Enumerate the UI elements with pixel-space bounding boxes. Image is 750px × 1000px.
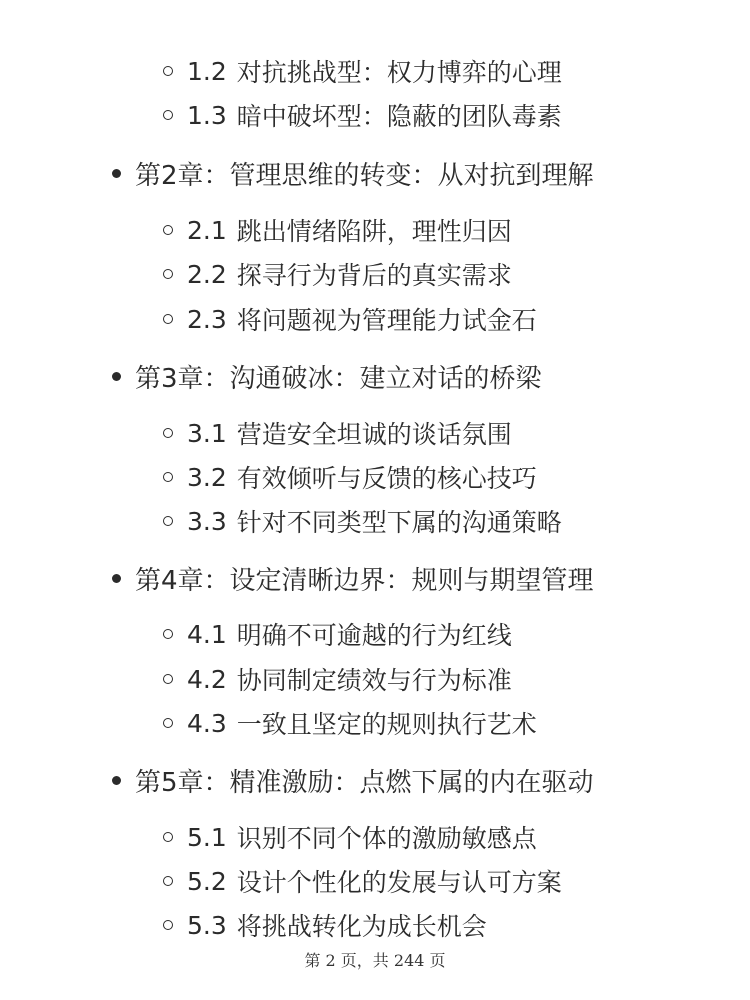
outline-item xyxy=(163,210,512,250)
section-number: 5.3 xyxy=(187,910,227,940)
circle-bullet-icon xyxy=(163,516,173,526)
chapter-title: 第5章：精准激励：点燃下属的内在驱动 xyxy=(135,767,594,798)
section-title: 设计个性化的发展与认可方案 xyxy=(236,868,562,897)
disc-bullet-icon xyxy=(112,169,121,178)
circle-bullet-icon xyxy=(163,718,173,728)
outline-item xyxy=(163,457,537,497)
outline-item xyxy=(163,703,537,743)
section-number: 3.1 xyxy=(187,418,227,448)
chapter-item xyxy=(112,153,594,193)
outline-item xyxy=(163,51,562,91)
circle-bullet-icon xyxy=(163,428,173,438)
section-title: 探寻行为背后的真实需求 xyxy=(236,261,512,290)
section-number: 2.2 xyxy=(187,259,227,289)
circle-bullet-icon xyxy=(163,225,173,235)
circle-bullet-icon xyxy=(163,920,173,930)
section-title: 将问题视为管理能力试金石 xyxy=(236,306,537,335)
circle-bullet-icon xyxy=(163,66,173,76)
circle-bullet-icon xyxy=(163,629,173,639)
page-number-footer: 第 2 页，共 244 页 xyxy=(304,951,446,970)
circle-bullet-icon xyxy=(163,269,173,279)
circle-bullet-icon xyxy=(163,472,173,482)
outline-item xyxy=(163,299,537,339)
disc-bullet-icon xyxy=(112,776,121,785)
section-title: 对抗挑战型：权力博弈的心理 xyxy=(236,58,562,87)
section-number: 2.3 xyxy=(187,304,227,334)
section-title: 识别不同个体的激励敏感点 xyxy=(236,824,537,853)
circle-bullet-icon xyxy=(163,876,173,886)
section-number: 1.2 xyxy=(187,56,227,86)
section-title: 一致且坚定的规则执行艺术 xyxy=(236,710,537,739)
disc-bullet-icon xyxy=(112,574,121,583)
chapter-title: 第3章：沟通破冰：建立对话的桥梁 xyxy=(135,363,542,394)
section-number: 3.2 xyxy=(187,462,227,492)
section-number: 2.1 xyxy=(187,215,227,245)
section-number: 4.2 xyxy=(187,664,227,694)
outline-item xyxy=(163,413,512,453)
outline-item xyxy=(163,659,512,699)
circle-bullet-icon xyxy=(163,110,173,120)
circle-bullet-icon xyxy=(163,314,173,324)
section-title: 营造安全坦诚的谈话氛围 xyxy=(236,420,512,449)
section-title: 明确不可逾越的行为红线 xyxy=(236,621,512,650)
circle-bullet-icon xyxy=(163,674,173,684)
chapter-item xyxy=(112,760,594,800)
outline-item xyxy=(163,95,562,135)
circle-bullet-icon xyxy=(163,832,173,842)
section-title: 协同制定绩效与行为标准 xyxy=(236,666,512,695)
outline-item xyxy=(163,254,512,294)
section-title: 跳出情绪陷阱，理性归因 xyxy=(236,217,512,246)
section-title: 针对不同类型下属的沟通策略 xyxy=(236,508,562,537)
chapter-item xyxy=(112,558,594,598)
section-number: 5.1 xyxy=(187,822,227,852)
outline-item xyxy=(163,817,537,857)
chapter-title: 第2章：管理思维的转变：从对抗到理解 xyxy=(135,160,594,191)
section-title: 将挑战转化为成长机会 xyxy=(236,912,487,941)
section-title: 有效倾听与反馈的核心技巧 xyxy=(236,464,537,493)
section-number: 5.2 xyxy=(187,866,227,896)
outline-item xyxy=(163,614,512,654)
section-title: 暗中破坏型：隐蔽的团队毒素 xyxy=(236,102,562,131)
chapter-item xyxy=(112,356,542,396)
section-number: 1.3 xyxy=(187,100,227,130)
outline-item xyxy=(163,861,562,901)
outline-item xyxy=(163,905,487,945)
section-number: 3.3 xyxy=(187,506,227,536)
chapter-title: 第4章：设定清晰边界：规则与期望管理 xyxy=(135,565,594,596)
outline-item xyxy=(163,501,562,541)
section-number: 4.1 xyxy=(187,619,227,649)
section-number: 4.3 xyxy=(187,708,227,738)
disc-bullet-icon xyxy=(112,372,121,381)
